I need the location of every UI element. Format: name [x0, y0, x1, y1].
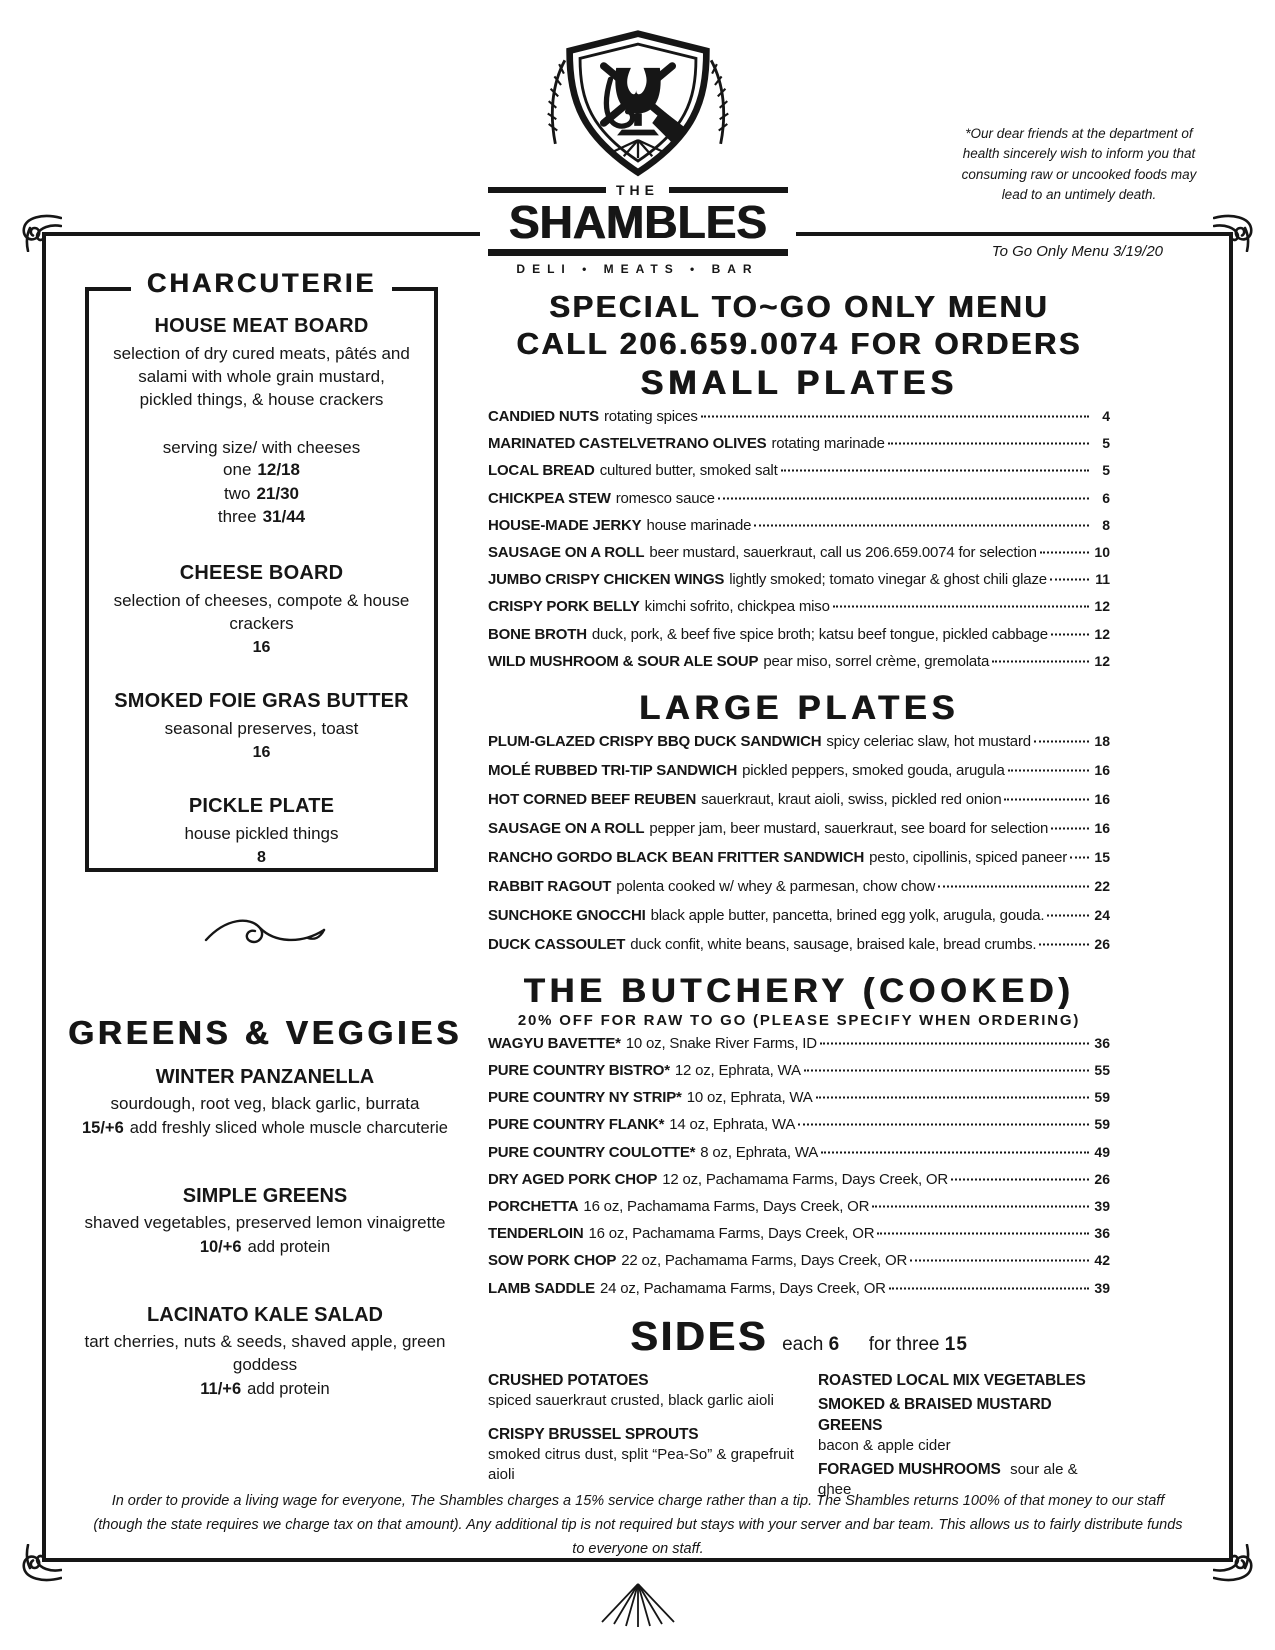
menu-item-desc: rotating marinade: [771, 435, 885, 453]
corner-scroll-icon: [1213, 1544, 1259, 1590]
dotted-leader: [701, 416, 1089, 418]
menu-item-row: [488, 571, 1110, 598]
menu-item-row: [488, 490, 1110, 517]
menu-item-row: [488, 762, 1110, 791]
menu-item-name: MARINATED CASTELVETRANO OLIVES: [488, 435, 767, 453]
menu-item-desc: kimchi sofrito, chickpea miso: [644, 598, 830, 616]
item-name: CHEESE BOARD: [179, 562, 344, 585]
serving-size-row: [89, 458, 434, 482]
item-name: CRUSHED POTATOES: [488, 1371, 649, 1389]
item-desc: bacon & apple cider: [818, 1436, 951, 1454]
item-name: WINTER PANZANELLA: [155, 1066, 375, 1088]
menu-item-name: SAUSAGE ON A ROLL: [488, 819, 645, 837]
menu-item-name: SOW PORK CHOP: [488, 1252, 617, 1270]
logo-bar-right: [669, 187, 788, 193]
serving-size-price: 12/18: [257, 459, 300, 479]
menu-item-desc: pepper jam, beer mustard, sauerkraut, see board for selection: [649, 819, 1049, 837]
menu-item-row: [488, 936, 1110, 965]
menu-item-row: [488, 1198, 1110, 1225]
small-plates-title: SMALL PLATES: [640, 364, 958, 402]
dotted-leader: [1051, 633, 1089, 635]
item-name: SMOKED & BRAISED MUSTARD GREENS: [818, 1395, 1052, 1434]
menu-item-row: [488, 733, 1110, 762]
service-charge-line2: (though the state requires we charge tax on that amount). Any additional tip is not required but stays with your server and bar team. This allows us to fairly distribute funds to everyone on staff.: [93, 1516, 1183, 1557]
item-desc: tart cherries, nuts & seeds, shaved apple, green goddess: [84, 1331, 446, 1374]
menu-item-row: [488, 1252, 1110, 1279]
item-desc: spiced sauerkraut crusted, black garlic aioli: [488, 1391, 774, 1409]
logo-bar-left: [488, 187, 607, 193]
menu-item-price: 16: [1094, 819, 1110, 836]
menu-item-price: 55: [1094, 1062, 1110, 1079]
menu-item-name: HOT CORNED BEEF REUBEN: [488, 790, 697, 808]
menu-item-name: HOUSE-MADE JERKY: [488, 516, 642, 534]
dotted-leader: [1050, 579, 1089, 581]
menu-item-name: MOLÉ RUBBED TRI-TIP SANDWICH: [488, 761, 738, 779]
menu-item-row: [488, 435, 1110, 462]
serving-size-label: one: [223, 459, 252, 479]
menu-item-price: 18: [1094, 732, 1110, 749]
menu-item-price: 49: [1094, 1143, 1110, 1160]
menu-item-price: 26: [1094, 1170, 1110, 1187]
menu-item-price: 22: [1094, 877, 1110, 894]
dotted-leader: [821, 1151, 1089, 1153]
menu-item-name: TENDERLOIN: [488, 1225, 584, 1243]
menu-item-desc: beer mustard, sauerkraut, call us 206.659.0074 for selection: [649, 543, 1037, 561]
menu-item-name: RABBIT RAGOUT: [488, 877, 612, 895]
side-item: [818, 1394, 1110, 1456]
menu-item-desc: 10 oz, Snake River Farms, ID: [625, 1034, 817, 1052]
item-name: ROASTED LOCAL MIX VEGETABLES: [818, 1371, 1086, 1389]
menu-item-price: 6: [1102, 489, 1110, 506]
menu-item-name: DUCK CASSOULET: [488, 935, 626, 953]
item-name: PICKLE PLATE: [188, 795, 335, 818]
dotted-leader: [1040, 551, 1089, 553]
dotted-leader: [889, 1287, 1089, 1289]
sides-three-price: 15: [944, 1333, 968, 1355]
dotted-leader: [718, 497, 1089, 499]
menu-item-name: BONE BROTH: [488, 625, 587, 643]
butchery-subtitle: 20% OFF FOR RAW TO GO (PLEASE SPECIFY WHEN ORDERING): [517, 1011, 1081, 1029]
large-plates-title: LARGE PLATES: [638, 688, 960, 727]
menu-item-row: [488, 544, 1110, 571]
menu-item-name: PLUM-GLAZED CRISPY BBQ DUCK SANDWICH: [488, 732, 822, 750]
item-desc: house pickled things: [184, 824, 339, 844]
serving-size-label: two: [223, 483, 251, 503]
menu-item-name: PURE COUNTRY NY STRIP*: [488, 1089, 682, 1107]
serving-size-row: [89, 482, 434, 506]
menu-item-price: 12: [1094, 598, 1110, 615]
item-desc: sour ale & ghee: [818, 1460, 1078, 1498]
serving-note: serving size/ with cheeses: [162, 437, 361, 457]
menu-date-note: To Go Only Menu 3/19/20: [991, 243, 1163, 260]
small-plates-list: [488, 408, 1110, 680]
side-item: [818, 1370, 1110, 1391]
menu-item-row: [488, 1035, 1110, 1062]
menu-item-row: [488, 907, 1110, 936]
menu-item-row: [488, 1171, 1110, 1198]
serving-size-label: three: [217, 507, 257, 527]
menu-item-desc: 12 oz, Pachamama Farms, Days Creek, OR: [662, 1170, 949, 1188]
menu-item-name: SAUSAGE ON A ROLL: [488, 543, 645, 561]
service-charge-note: [88, 1490, 1188, 1562]
menu-item-desc: cultured butter, smoked salt: [599, 462, 778, 480]
menu-item-desc: pesto, cipollinis, spiced paneer: [869, 848, 1068, 866]
menu-item-price: 36: [1094, 1034, 1110, 1051]
menu-item-price: 16: [1094, 761, 1110, 778]
item-desc: selection of cheeses, compote & house crackers: [113, 591, 410, 634]
charcuterie-title: CHARCUTERIE: [85, 268, 438, 299]
logo: [480, 28, 796, 276]
charcuterie-board: [89, 562, 434, 657]
sides-columns: [488, 1370, 1110, 1503]
menu-item-row: [488, 653, 1110, 680]
dotted-leader: [1051, 827, 1089, 829]
menu-item-row: [488, 820, 1110, 849]
item-price: 8: [257, 848, 266, 866]
item-price: 16: [252, 744, 271, 762]
menu-item-desc: pear miso, sorrel crème, gremolata: [763, 652, 990, 670]
menu-item-price: 39: [1094, 1279, 1110, 1296]
menu-item-name: CHICKPEA STEW: [488, 489, 611, 507]
item-price-line: [45, 1380, 485, 1399]
menu-item-price: 16: [1094, 790, 1110, 807]
swash-flourish-icon: [200, 912, 330, 954]
crest-icon: [535, 28, 741, 180]
item-name: SIMPLE GREENS: [182, 1184, 348, 1207]
item-price: 15/+6: [82, 1118, 124, 1137]
dotted-leader: [872, 1206, 1089, 1208]
dotted-leader: [1047, 914, 1089, 916]
item-desc: sourdough, root veg, black garlic, burrata: [110, 1094, 420, 1113]
menu-item-name: LAMB SADDLE: [488, 1279, 595, 1297]
menu-item-desc: spicy celeriac slaw, hot mustard: [826, 732, 1031, 750]
sides-three-label: for three: [868, 1333, 940, 1355]
menu-item-desc: house marinade: [646, 516, 752, 534]
menu-item-row: [488, 408, 1110, 435]
menu-item-row: [488, 1144, 1110, 1171]
menu-item-name: CANDIED NUTS: [488, 408, 599, 425]
menu-item-name: LOCAL BREAD: [488, 462, 595, 480]
dotted-leader: [1070, 856, 1089, 858]
service-charge-line1: In order to provide a living wage for everyone, The Shambles charges a 15% service charge rather than a tip. The Shambles returns 100% of that money to our staff: [111, 1493, 1165, 1509]
phone-order-title: CALL 206.659.0074 FOR ORDERS: [516, 326, 1082, 361]
menu-item-desc: rotating spices: [603, 408, 698, 425]
serving-sizes: [89, 458, 434, 529]
menu-item-price: 12: [1094, 652, 1110, 669]
butchery-list: [488, 1035, 1110, 1307]
item-desc: shaved vegetables, preserved lemon vinaigrette: [84, 1212, 446, 1232]
dotted-leader: [1034, 740, 1089, 742]
sides-header: [488, 1313, 1110, 1368]
dotted-leader: [938, 885, 1089, 887]
menu-item-price: 12: [1094, 625, 1110, 642]
item-price: 16: [252, 639, 271, 657]
dotted-leader: [781, 470, 1089, 472]
menu-item-desc: lightly smoked; tomato vinegar & ghost chili glaze: [729, 571, 1047, 589]
menu-item-price: 39: [1094, 1198, 1110, 1214]
dotted-leader: [754, 524, 1089, 526]
menu-item-row: [488, 849, 1110, 878]
menu-item-price: 24: [1094, 906, 1110, 923]
serving-size-price: 31/44: [262, 507, 306, 527]
sides-pricing: [782, 1322, 968, 1368]
menu-item-price: 11: [1095, 571, 1110, 588]
menu-item-desc: 14 oz, Ephrata, WA: [669, 1116, 796, 1134]
menu-item-name: PURE COUNTRY BISTRO*: [488, 1062, 670, 1080]
item-desc: selection of dry cured meats, pâtés and salami with whole grain mustard, pickled things, & house crackers: [113, 344, 410, 409]
dotted-leader: [1008, 769, 1089, 771]
menu-item-row: [488, 462, 1110, 489]
menu-item-row: [488, 1225, 1110, 1252]
menu-item-price: 8: [1102, 516, 1110, 533]
sides-left-column: [488, 1370, 818, 1503]
item-name: FORAGED MUSHROOMS: [818, 1460, 1001, 1478]
menu-item-desc: 22 oz, Pachamama Farms, Days Creek, OR: [621, 1252, 908, 1270]
menu-item-row: [488, 1280, 1110, 1307]
item-price-suffix: add protein: [247, 1379, 330, 1398]
corner-scroll-icon: [16, 206, 62, 252]
menu-item-desc: pickled peppers, smoked gouda, arugula: [742, 761, 1005, 779]
menu-item-price: 59: [1094, 1116, 1110, 1133]
sides-each-price: 6: [828, 1333, 841, 1355]
menu-item-row: [488, 878, 1110, 907]
charcuterie-board: [89, 690, 434, 762]
greens-item: [45, 1304, 485, 1399]
menu-item-price: 36: [1094, 1225, 1110, 1242]
menu-item-name: JUMBO CRISPY CHICKEN WINGS: [488, 571, 725, 589]
charcuterie-box: [85, 287, 438, 872]
greens-list: [45, 1066, 485, 1446]
sides-title: SIDES: [630, 1312, 769, 1359]
side-item: [488, 1370, 818, 1411]
butchery-title: THE BUTCHERY (COOKED): [523, 971, 1075, 1010]
menu-item-row: [488, 1116, 1110, 1143]
item-price-suffix: add protein: [247, 1237, 331, 1256]
dotted-leader: [816, 1097, 1089, 1099]
serving-size-row: [89, 505, 434, 529]
logo-the-text: THE: [616, 182, 659, 198]
menu-item-price: 26: [1094, 935, 1110, 952]
dotted-leader: [820, 1042, 1089, 1044]
dotted-leader: [804, 1070, 1089, 1072]
greens-item: [45, 1066, 485, 1138]
dotted-leader: [951, 1178, 1089, 1180]
menu-item-price: 5: [1102, 462, 1110, 479]
dotted-leader: [833, 606, 1089, 608]
menu-item-desc: 24 oz, Pachamama Farms, Days Creek, OR: [599, 1279, 886, 1297]
logo-wordmark: SHAMBLES: [508, 196, 767, 248]
dotted-leader: [992, 660, 1089, 662]
item-desc: seasonal preserves, toast: [164, 719, 359, 739]
main-column: [488, 288, 1110, 1503]
menu-item-row: [488, 1089, 1110, 1116]
greens-item: [45, 1185, 485, 1257]
menu-item-price: 42: [1094, 1252, 1110, 1269]
dotted-leader: [798, 1124, 1089, 1126]
menu-item-row: [488, 517, 1110, 544]
dotted-leader: [1039, 943, 1089, 945]
item-price-line: [45, 1119, 485, 1138]
menu-item-name: PORCHETTA: [488, 1198, 579, 1215]
sides-right-column: [818, 1370, 1110, 1503]
charcuterie-board: [89, 795, 434, 867]
item-price: 11/+6: [200, 1379, 242, 1398]
item-name: HOUSE MEAT BOARD: [154, 315, 369, 337]
menu-item-name: PURE COUNTRY COULOTTE*: [488, 1143, 696, 1161]
menu-item-name: RANCHO GORDO BLACK BEAN FRITTER SANDWICH: [488, 848, 865, 866]
dotted-leader: [877, 1233, 1089, 1235]
menu-item-desc: duck, pork, & beef five spice broth; katsu beef tongue, pickled cabbage: [591, 625, 1048, 643]
serving-size-price: 21/30: [256, 483, 299, 503]
menu-item-price: 5: [1102, 435, 1110, 452]
menu-item-desc: 16 oz, Pachamama Farms, Days Creek, OR: [588, 1225, 875, 1243]
item-name: CRISPY BRUSSEL SPROUTS: [488, 1425, 699, 1443]
item-name: SMOKED FOIE GRAS BUTTER: [114, 690, 409, 713]
item-price-line: [45, 1238, 485, 1257]
dotted-leader: [910, 1260, 1089, 1262]
menu-item-desc: black apple butter, pancetta, brined egg yolk, arugula, gouda.: [650, 906, 1045, 924]
menu-item-name: CRISPY PORK BELLY: [488, 598, 640, 616]
menu-item-desc: 8 oz, Ephrata, WA: [700, 1143, 819, 1161]
item-desc: smoked citrus dust, split “Pea-So” & grapefruit aioli: [488, 1445, 794, 1483]
item-price: 10/+6: [199, 1237, 242, 1256]
menu-item-name: WILD MUSHROOM & SOUR ALE SOUP: [488, 652, 759, 670]
menu-item-name: WAGYU BAVETTE*: [488, 1034, 621, 1052]
menu-item-desc: duck confit, white beans, sausage, braised kale, bread crumbs.: [630, 935, 1037, 953]
menu-item-desc: polenta cooked w/ whey & parmesan, chow chow: [616, 877, 936, 895]
menu-item-price: 15: [1094, 848, 1110, 865]
menu-item-price: 10: [1094, 543, 1110, 560]
menu-item-desc: sauerkraut, kraut aioli, swiss, pickled red onion: [701, 790, 1002, 808]
dotted-leader: [888, 443, 1089, 445]
menu-item-name: SUNCHOKE GNOCCHI: [488, 906, 646, 924]
menu-item-desc: 12 oz, Ephrata, WA: [674, 1062, 801, 1080]
logo-tagline: DELI • MEATS • BAR: [516, 262, 759, 276]
item-name: LACINATO KALE SALAD: [147, 1303, 383, 1326]
menu-item-row: [488, 626, 1110, 653]
menu-item-name: DRY AGED PORK CHOP: [488, 1170, 658, 1188]
menu-item-price: 59: [1094, 1089, 1110, 1106]
house-meat-board: [89, 315, 434, 529]
menu-item-row: [488, 1062, 1110, 1089]
sunburst-rays-icon: [597, 1582, 679, 1628]
corner-scroll-icon: [1213, 206, 1259, 252]
large-plates-list: [488, 733, 1110, 965]
item-price-suffix: add freshly sliced whole muscle charcuterie: [129, 1118, 448, 1137]
menu-item-price: 4: [1102, 408, 1110, 424]
menu-item-name: PURE COUNTRY FLANK*: [488, 1116, 665, 1134]
menu-item-desc: 16 oz, Pachamama Farms, Days Creek, OR: [583, 1198, 870, 1215]
health-disclaimer: *Our dear friends at the department of health sincerely wish to inform you that consuming raw or uncooked foods may lead to an untimely death.: [961, 126, 1197, 202]
greens-title: GREENS & VEGGIES: [67, 1014, 463, 1051]
dotted-leader: [1004, 798, 1089, 800]
menu-item-row: [488, 791, 1110, 820]
special-menu-title: SPECIAL TO~GO ONLY MENU: [549, 289, 1049, 324]
menu-item-row: [488, 598, 1110, 625]
menu-item-desc: romesco sauce: [615, 489, 715, 507]
logo-underbar: [488, 249, 788, 256]
side-item: [488, 1424, 818, 1485]
corner-scroll-icon: [16, 1544, 62, 1590]
menu-item-desc: 10 oz, Ephrata, WA: [686, 1089, 813, 1107]
sides-each-label: each: [782, 1333, 824, 1355]
